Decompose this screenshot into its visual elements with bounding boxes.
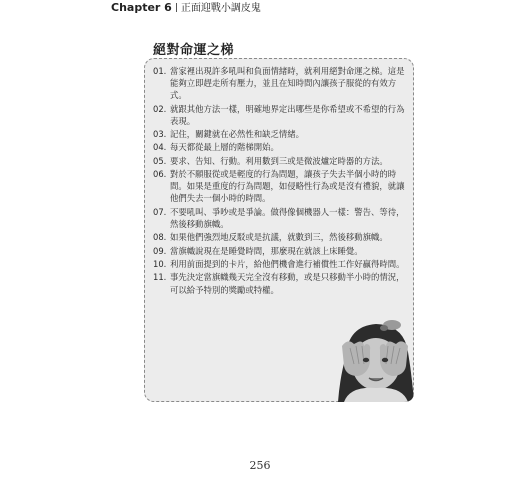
- rules-list: [153, 65, 408, 297]
- page-number: 256: [249, 459, 271, 472]
- rule-text: 要求、告知、行動。利用數到三或是微波爐定時器的方法。: [170, 155, 388, 166]
- rule-number: 08.: [153, 232, 167, 243]
- rule-item: [153, 258, 408, 270]
- rule-number: 06.: [153, 169, 167, 180]
- rule-item: [153, 231, 408, 243]
- rule-item: [153, 128, 408, 140]
- rule-text: 記住，關鍵就在必然性和缺乏情緒。: [170, 129, 304, 140]
- rule-number: 11.: [153, 272, 167, 283]
- rule-item: [153, 141, 408, 153]
- rule-number: 03.: [153, 129, 167, 140]
- section-title: 絕對命運之梯: [153, 43, 235, 58]
- rule-number: 05.: [153, 155, 167, 166]
- rule-text: 事先決定當旗幟幾天完全沒有移動，或是只移動半小時的情況，可以給予特別的獎勵或特權。: [170, 272, 405, 295]
- rule-item: [153, 103, 408, 127]
- rule-item: [153, 155, 408, 167]
- rule-text: 對於不願服從或是輕度的行為問題，讓孩子失去半個小時的時間。如果是重度的行為問題，如侵略性行為或是沒有禮貌，就讓他們失去一個小時的時間。: [170, 169, 405, 204]
- rule-text: 就跟其他方法一樣，明確地界定出哪些是你希望或不希望的行為表現。: [170, 103, 405, 126]
- rule-number: 10.: [153, 259, 167, 270]
- header-divider: [176, 3, 177, 12]
- running-header: [111, 1, 261, 15]
- rule-number: 02.: [153, 103, 167, 114]
- rule-text: 當旗幟說現在是睡覺時間，那麼現在就該上床睡覺。: [170, 245, 363, 256]
- child-photo: [336, 316, 414, 402]
- rule-text: 不要吼叫、爭吵或是爭論。做得像個機器人一樣：警告、等待，然後移動旗幟。: [170, 206, 405, 229]
- rule-text: 每天都從最上層的階梯開始。: [170, 142, 279, 153]
- rule-item: [153, 271, 408, 295]
- rule-text: 利用前面提到的卡片，給他們機會進行補償性工作好贏得時間。: [170, 259, 405, 270]
- rule-item: [153, 245, 408, 257]
- rule-number: 04.: [153, 142, 167, 153]
- rule-number: 09.: [153, 245, 167, 256]
- rule-text: 當家裡出現許多吼叫和負面情緒時，就利用絕對命運之梯。這是能夠立即趕走所有壓力，並且在知時間內讓孩子服從的有效方式。: [170, 66, 405, 101]
- rule-item: [153, 168, 408, 204]
- rule-number: 01.: [153, 66, 167, 76]
- rule-item: [153, 206, 408, 230]
- chapter-label: Chapter 6: [111, 1, 172, 14]
- chapter-title: 正面迎戰小調皮鬼: [180, 3, 261, 14]
- rule-number: 07.: [153, 206, 167, 217]
- rule-item: [153, 65, 408, 101]
- rule-text: 如果他們強烈地反駁或是抗議，就數到三，然後移動旗幟。: [170, 232, 388, 243]
